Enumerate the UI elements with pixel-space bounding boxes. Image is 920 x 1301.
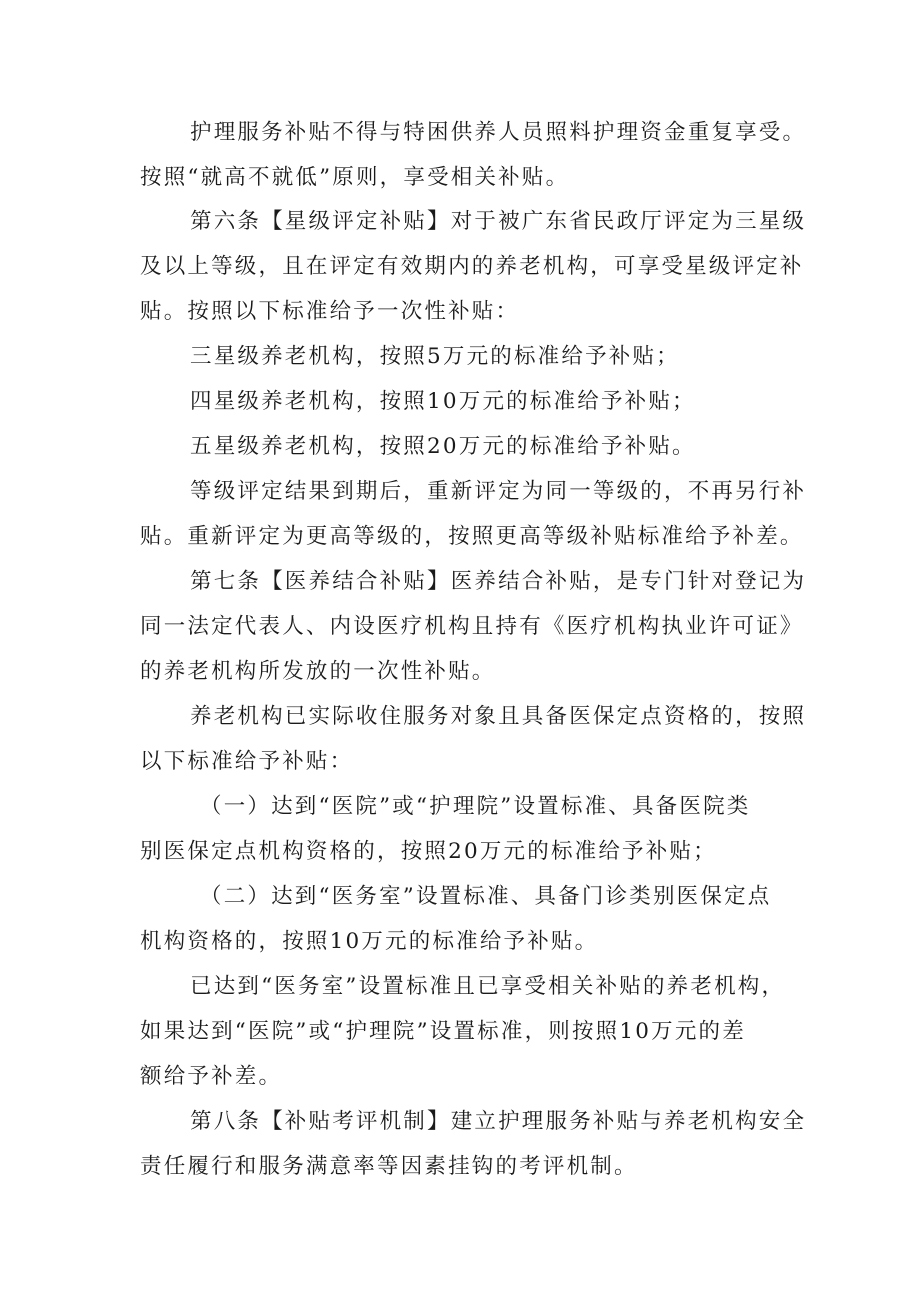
article-7-heading-line: 第七条【医养结合补贴】医养结合补贴，是专门针对登记为 bbox=[190, 569, 807, 594]
text-line: 贴。按照以下标准给予一次性补贴： bbox=[140, 299, 520, 324]
list-item-line: （二）达到“医务室”设置标准、具备门诊类别医保定点 bbox=[200, 884, 772, 909]
text-line: 及以上等级，且在评定有效期内的养老机构，可享受星级评定补 bbox=[140, 254, 804, 279]
text-line: 养老机构已实际收住服务对象且具备医保定点资格的，按照 bbox=[190, 704, 807, 729]
article-8-heading-line: 第八条【补贴考评机制】建立护理服务补贴与养老机构安全 bbox=[190, 1109, 807, 1134]
text-line: 的养老机构所发放的一次性补贴。 bbox=[140, 659, 496, 684]
text-line: 等级评定结果到期后，重新评定为同一等级的，不再另行补 bbox=[190, 479, 807, 504]
text-line: 按照“就高不就低”原则，享受相关补贴。 bbox=[140, 165, 570, 190]
text-line: 以下标准给予补贴： bbox=[140, 749, 354, 774]
text-line: 机构资格的，按照10万元的标准给予补贴。 bbox=[140, 929, 599, 954]
text-line: 额给予补差。 bbox=[140, 1064, 283, 1089]
text-line: 三星级养老机构，按照5万元的标准给予补贴； bbox=[190, 344, 680, 369]
list-item-line: （一）达到“医院”或“护理院”设置标准、具备医院类 bbox=[200, 794, 751, 819]
text-line: 五星级养老机构，按照20万元的标准给予补贴。 bbox=[190, 434, 696, 459]
text-line: 责任履行和服务满意率等因素挂钩的考评机制。 bbox=[140, 1154, 638, 1179]
text-line: 已达到“医务室”设置标准且已享受相关补贴的养老机构， bbox=[190, 974, 786, 999]
text-line: 同一法定代表人、内设医疗机构且持有《医疗机构执业许可证》 bbox=[140, 614, 804, 639]
text-line: 四星级养老机构，按照10万元的标准给予补贴； bbox=[190, 389, 696, 414]
text-line: 护理服务补贴不得与特困供养人员照料护理资金重复享受。 bbox=[190, 120, 807, 145]
text-line: 如果达到“医院”或“护理院”设置标准，则按照10万元的差 bbox=[140, 1019, 746, 1044]
text-line: 别医保定点机构资格的，按照20万元的标准给予补贴； bbox=[140, 839, 717, 864]
text-line: 贴。重新评定为更高等级的，按照更高等级补贴标准给予补差。 bbox=[140, 524, 804, 549]
article-6-heading-line: 第六条【星级评定补贴】对于被广东省民政厅评定为三星级 bbox=[190, 209, 807, 234]
